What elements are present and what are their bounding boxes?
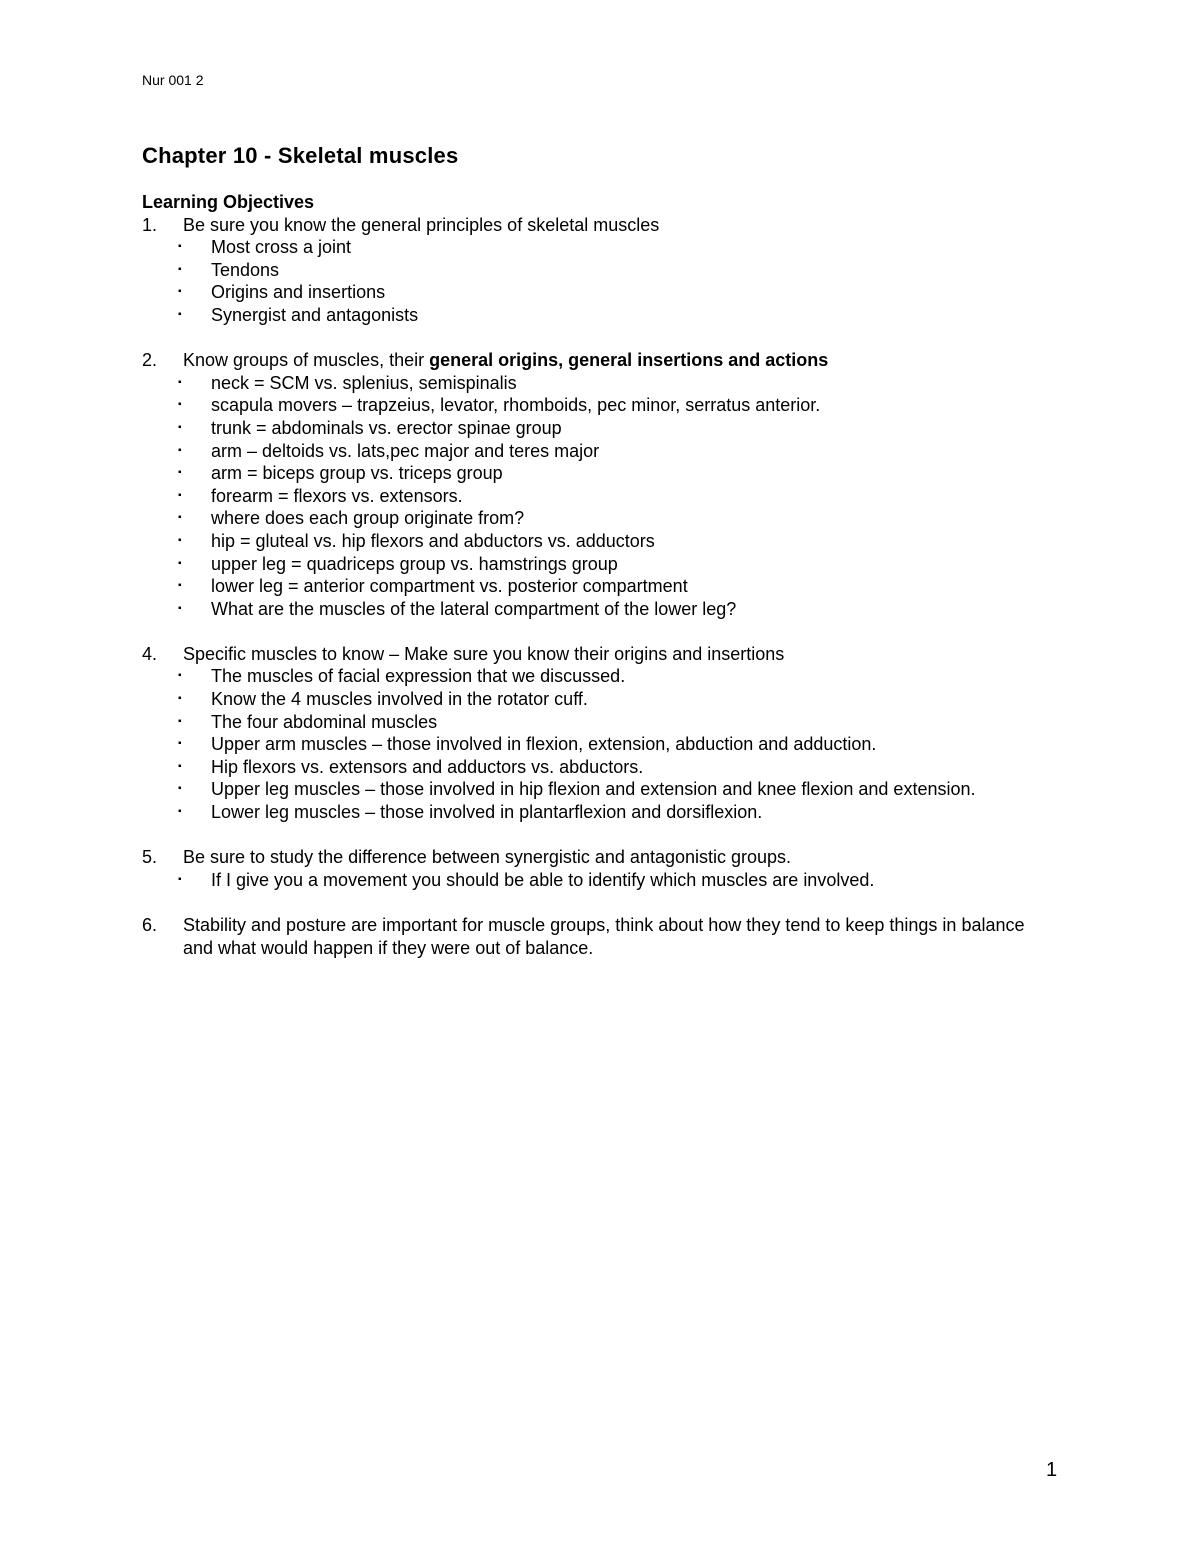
list-item-text: forearm = flexors vs. extensors. <box>211 485 463 506</box>
objective-section-5 <box>142 846 1052 891</box>
objective-text: Be sure you know the general principles of skeletal muscles <box>183 214 660 235</box>
square-bullet-icon: ▪ <box>178 286 182 298</box>
list-item-text: trunk = abdominals vs. erector spinae group <box>211 417 562 438</box>
square-bullet-icon: ▪ <box>178 512 182 524</box>
objective-number: 6. <box>142 915 158 935</box>
list-item <box>142 756 1052 779</box>
objective-number: 1. <box>142 214 158 235</box>
objective-item <box>142 846 1052 869</box>
list-item <box>142 440 1052 463</box>
list-item-text: The muscles of facial expression that we discussed. <box>211 666 626 687</box>
list-item-text: Know the 4 muscles involved in the rotator cuff. <box>211 689 588 710</box>
square-bullet-icon: ▪ <box>178 715 182 727</box>
square-bullet-icon: ▪ <box>178 399 182 411</box>
list-item-text: Synergist and antagonists <box>211 304 419 325</box>
objective-text <box>183 349 1052 372</box>
square-bullet-icon: ▪ <box>178 308 182 320</box>
square-bullet-icon: ▪ <box>178 738 182 750</box>
list-item-text: arm – deltoids vs. lats,pec major and teres major <box>211 440 600 461</box>
list-item-text: scapula movers – trapzeius, levator, rhomboids, pec minor, serratus anterior. <box>211 395 821 416</box>
bullet-list <box>142 236 1052 326</box>
list-item-text: where does each group originate from? <box>211 508 525 529</box>
chapter-title: Chapter 10 - Skeletal muscles <box>142 143 459 168</box>
objectives-content <box>142 191 1052 959</box>
square-bullet-icon: ▪ <box>178 241 182 253</box>
square-bullet-icon: ▪ <box>178 783 182 795</box>
list-item <box>142 553 1052 576</box>
objective-section-6 <box>142 914 1052 959</box>
bullet-list <box>142 372 1052 621</box>
objective-item <box>142 914 1052 959</box>
objective-text: Stability and posture are important for muscle groups, think about how they tend to keep things in balance and what would happen if they were out of balance. <box>183 915 1025 958</box>
list-item-text: The four abdominal muscles <box>211 711 438 732</box>
list-item <box>142 281 1052 304</box>
list-item-text: Most cross a joint <box>211 237 352 258</box>
page-number: 1 <box>1046 1459 1058 1481</box>
list-item-text: Lower leg muscles – those involved in plantarflexion and dorsiflexion. <box>211 802 763 823</box>
square-bullet-icon: ▪ <box>178 557 182 569</box>
list-item <box>142 485 1052 508</box>
list-item <box>142 575 1052 598</box>
list-item-text: Origins and insertions <box>211 282 386 303</box>
square-bullet-icon: ▪ <box>178 534 182 546</box>
list-item <box>142 304 1052 327</box>
list-item-text: Upper leg muscles – those involved in hip flexion and extension and knee flexion and extension. <box>211 779 976 800</box>
square-bullet-icon: ▪ <box>178 760 182 772</box>
list-item-text: hip = gluteal vs. hip flexors and abductors vs. adductors <box>211 530 655 551</box>
objective-text-plain: Know groups of muscles, their <box>183 350 430 371</box>
square-bullet-icon: ▪ <box>178 376 182 388</box>
square-bullet-icon: ▪ <box>178 580 182 592</box>
objective-number: 2. <box>142 350 158 371</box>
list-item <box>142 372 1052 395</box>
list-item <box>142 733 1052 756</box>
list-item-text: arm = biceps group vs. triceps group <box>211 463 503 484</box>
list-item-text: Upper arm muscles – those involved in flexion, extension, abduction and adduction. <box>211 734 877 755</box>
bullet-list <box>142 665 1052 823</box>
objective-item <box>142 643 1052 666</box>
list-item <box>142 665 1052 688</box>
list-item <box>142 801 1052 824</box>
square-bullet-icon: ▪ <box>178 467 182 479</box>
objective-text: Be sure to study the difference between synergistic and antagonistic groups. <box>183 847 792 868</box>
square-bullet-icon: ▪ <box>178 263 182 275</box>
list-item <box>142 394 1052 417</box>
list-item <box>142 530 1052 553</box>
list-item-text: If I give you a movement you should be able to identify which muscles are involved. <box>211 869 875 890</box>
objective-item <box>142 349 1052 372</box>
list-item-text: What are the muscles of the lateral compartment of the lower leg? <box>211 598 737 619</box>
list-item-text: Hip flexors vs. extensors and adductors vs. abductors. <box>211 756 644 777</box>
page-header: Nur 001 2 <box>142 72 204 88</box>
square-bullet-icon: ▪ <box>178 602 182 614</box>
square-bullet-icon: ▪ <box>178 806 182 818</box>
bullet-list <box>142 869 1052 892</box>
objective-number: 5. <box>142 847 158 868</box>
list-item <box>142 462 1052 485</box>
list-item <box>142 778 1052 801</box>
list-item <box>142 507 1052 530</box>
square-bullet-icon: ▪ <box>178 444 182 456</box>
list-item-text: lower leg = anterior compartment vs. posterior compartment <box>211 576 688 597</box>
square-bullet-icon: ▪ <box>178 670 182 682</box>
list-item <box>142 259 1052 282</box>
list-item-text: Tendons <box>211 259 280 280</box>
list-item <box>142 711 1052 734</box>
objective-section-2 <box>142 349 1052 620</box>
objectives-heading: Learning Objectives <box>142 192 315 212</box>
list-item <box>142 236 1052 259</box>
objective-section-4 <box>142 643 1052 824</box>
list-item-text: neck = SCM vs. splenius, semispinalis <box>211 372 517 393</box>
list-item <box>142 688 1052 711</box>
objective-item <box>142 214 1052 237</box>
list-item <box>142 417 1052 440</box>
square-bullet-icon: ▪ <box>178 489 182 501</box>
list-item-text: upper leg = quadriceps group vs. hamstrings group <box>211 553 618 574</box>
list-item <box>142 598 1052 621</box>
objective-text-bold: general origins, general insertions and actions <box>429 350 829 371</box>
objective-number: 4. <box>142 643 158 664</box>
objective-section-1 <box>142 214 1052 327</box>
square-bullet-icon: ▪ <box>178 873 182 885</box>
list-item <box>142 869 1052 892</box>
objective-text: Specific muscles to know – Make sure you know their origins and insertions <box>183 643 785 664</box>
square-bullet-icon: ▪ <box>178 421 182 433</box>
square-bullet-icon: ▪ <box>178 693 182 705</box>
